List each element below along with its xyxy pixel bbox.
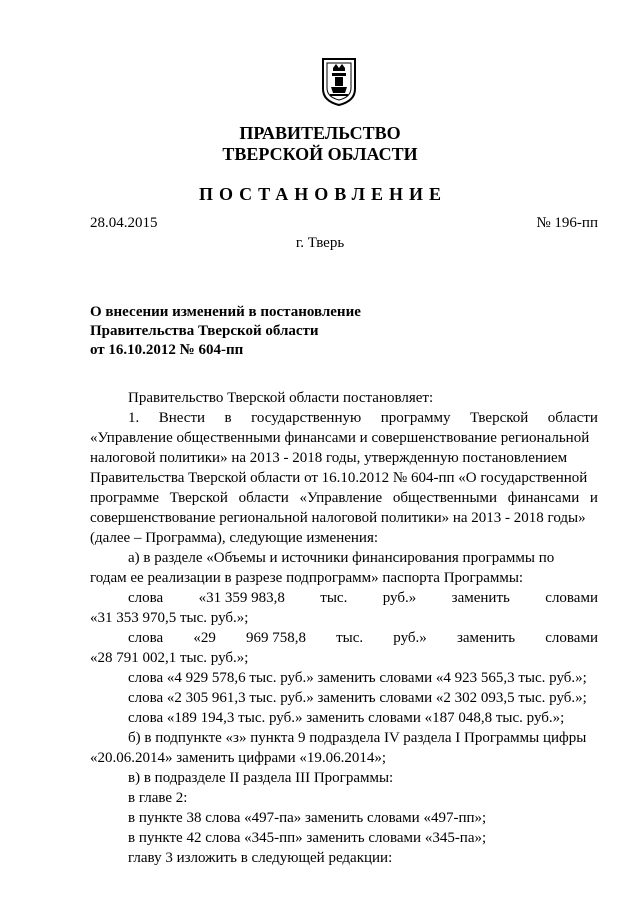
word: заменить [456, 630, 516, 646]
subject-line: О внесении изменений в постановление [90, 304, 361, 320]
subject-line: от 16.10.2012 № 604-пп [90, 342, 244, 358]
word: словами [545, 630, 598, 646]
word: 969 758,8 [245, 630, 306, 646]
word: государственную [251, 410, 362, 426]
word: области [547, 410, 598, 426]
word: слова [128, 630, 164, 646]
subitem-c-line-4: в пункте 42 слова «345-пп» заменить словами «345-па»; [128, 830, 487, 846]
paragraph-1-line-3: налоговой политики» на 2013 - 2018 годы, утвержденную постановлением [90, 450, 568, 466]
subitem-c-line-1: в) в подразделе II раздела III Программы: [128, 770, 394, 786]
body-intro: Правительство Тверской области постановляет: [128, 390, 434, 406]
subitem-b-line-2: «20.06.2014» заменить цифрами «19.06.2014»; [90, 750, 387, 766]
subitem-c-line-3: в пункте 38 слова «497-па» заменить словами «497-пп»; [128, 810, 487, 826]
replacement-2-line-2: «28 791 002,1 тыс. руб.»; [90, 650, 249, 666]
coat-of-arms-icon [320, 55, 358, 107]
word: Внести [158, 410, 206, 426]
document-body [90, 388, 598, 868]
word: программе [90, 490, 159, 506]
government-name-line2: ТВЕРСКОЙ ОБЛАСТИ [222, 144, 418, 164]
paragraph-1-line-4: Правительства Тверской области от 16.10.2012 № 604-пп «О государственной [90, 470, 588, 486]
replacement-1-line-2: «31 353 970,5 тыс. руб.»; [90, 610, 249, 626]
word: «Управление [299, 490, 383, 506]
subject-line: Правительства Тверской области [90, 323, 319, 339]
word: программу [380, 410, 451, 426]
document-city: г. Тверь [295, 235, 345, 251]
word: тыс. [336, 630, 364, 646]
document-type: ПОСТАНОВЛЕНИЕ [198, 184, 448, 204]
paragraph-1-line-7: (далее – Программа), следующие изменения: [90, 530, 379, 546]
word: слова [128, 590, 164, 606]
subitem-a-line-2: годам ее реализации в разрезе подпрограмм» паспорта Программы: [90, 570, 524, 586]
government-name-line1: ПРАВИТЕЛЬСТВО [239, 123, 401, 143]
word: руб.» [393, 630, 427, 646]
paragraph-1-line-6: совершенствование региональной налоговой политики» на 2013 - 2018 годы» [90, 510, 586, 526]
replacement-4: слова «2 305 961,3 тыс. руб.» заменить словами «2 302 093,5 тыс. руб.»; [128, 690, 587, 706]
word: «31 359 983,8 [198, 590, 285, 606]
word: и [589, 490, 598, 506]
replacement-3: слова «4 929 578,6 тыс. руб.» заменить словами «4 923 565,3 тыс. руб.»; [128, 670, 587, 686]
subitem-c-line-5: главу 3 изложить в следующей редакции: [128, 850, 393, 866]
subitem-b-line-1: б) в подпункте «з» пункта 9 подраздела IV раздела I Программы цифры [128, 730, 587, 746]
word: общественными [392, 490, 498, 506]
word: финансами [507, 490, 580, 506]
replacement-1-line-1 [90, 588, 598, 608]
word: Тверской [169, 490, 228, 506]
paragraph-1-line-5 [90, 488, 598, 508]
paragraph-1-line-2: «Управление общественными финансами и совершенствование региональной [90, 430, 590, 446]
document-subject [90, 303, 490, 360]
word: «29 [193, 630, 216, 646]
word: в [224, 410, 232, 426]
word: словами [545, 590, 598, 606]
word: заменить [451, 590, 510, 606]
subitem-a-line-1: а) в разделе «Объемы и источники финансирования программы по [128, 550, 555, 566]
replacement-5: слова «189 194,3 тыс. руб.» заменить словами «187 048,8 тыс. руб.»; [128, 710, 565, 726]
document-number: № 196-пп [536, 215, 598, 231]
word: области [238, 490, 289, 506]
word: руб.» [382, 590, 417, 606]
subitem-c-line-2: в главе 2: [128, 790, 188, 806]
word: Тверской [470, 410, 529, 426]
word: 1. [128, 410, 140, 426]
paragraph-1-line-1 [90, 408, 598, 428]
word: тыс. [320, 590, 348, 606]
document-date: 28.04.2015 [90, 215, 158, 231]
replacement-2-line-1 [90, 628, 598, 648]
